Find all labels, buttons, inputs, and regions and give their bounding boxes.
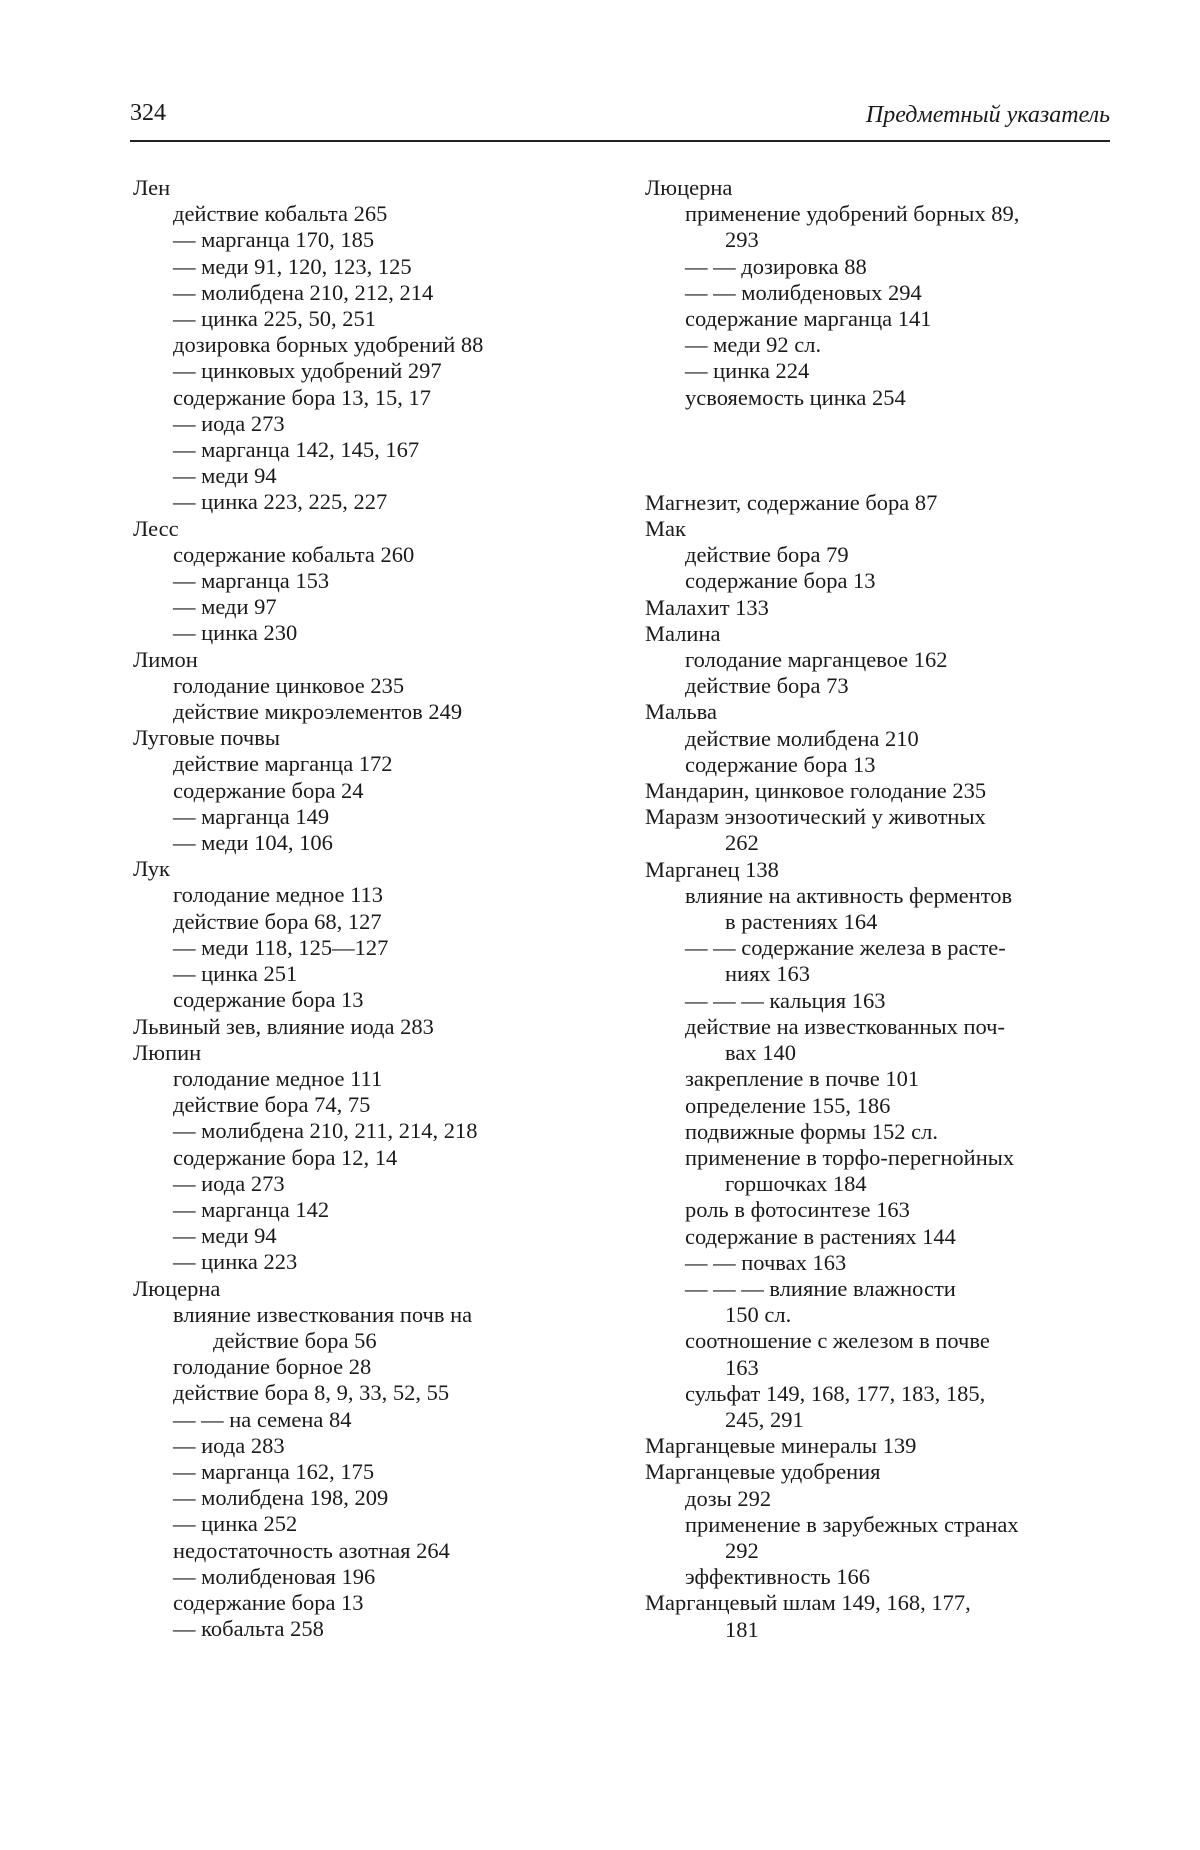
index-heading: Люцерна [133, 1275, 221, 1301]
index-subentry: — цинка 223, 225, 227 [173, 489, 388, 515]
index-subentry: действие бора 79 [685, 542, 849, 568]
index-subentry: 292 [725, 1537, 759, 1563]
index-subentry: содержание бора 13 [685, 751, 876, 777]
index-subentry: — цинковых удобрений 297 [173, 358, 442, 384]
index-subentry: подвижные формы 152 сл. [685, 1118, 939, 1144]
index-subentry: содержание кобальта 260 [173, 541, 415, 567]
index-subentry: — — почвах 163 [685, 1249, 847, 1275]
index-subentry: дозы 292 [685, 1485, 772, 1511]
index-subentry: — меди 92 сл. [685, 332, 822, 358]
index-subentry: 181 [725, 1616, 759, 1642]
index-subentry: 245, 291 [725, 1406, 804, 1432]
index-subentry: — иода 273 [173, 410, 285, 436]
index-heading: Марганцевый шлам 149, 168, 177, [645, 1590, 971, 1616]
index-subentry: — иода 273 [173, 1170, 285, 1196]
index-subentry: — марганца 149 [173, 803, 330, 829]
index-heading: Марганцевые минералы 139 [645, 1433, 917, 1459]
index-block-lyucerna-cont [645, 175, 1120, 411]
index-subentry: влияние на активность ферментов [685, 882, 1013, 908]
index-subentry: действие бора 73 [685, 673, 849, 699]
index-heading: Луговые почвы [133, 725, 280, 751]
index-subentry: голодание медное 111 [173, 1065, 383, 1091]
index-heading: Львиный зев, влияние иода 283 [133, 1013, 434, 1039]
index-heading: Мандарин, цинковое голодание 235 [645, 778, 987, 804]
index-heading: Лен [133, 175, 171, 200]
index-subentry: действие на известкованных поч- [685, 1013, 1005, 1039]
index-subentry: — марганца 162, 175 [173, 1458, 375, 1484]
page-header [130, 100, 1110, 140]
index-subentry: — меди 94 [173, 463, 277, 489]
index-subentry: — меди 104, 106 [173, 830, 333, 856]
index-block-m [645, 490, 1120, 1643]
index-heading: Малина [645, 620, 721, 646]
index-subentry: — меди 91, 120, 123, 125 [173, 253, 412, 279]
index-heading: Лимон [133, 646, 198, 672]
index-subentry: ниях 163 [725, 961, 811, 987]
index-subentry: действие микроэлементов 249 [173, 699, 463, 725]
index-subentry: — марганца 153 [173, 568, 330, 594]
index-heading: Лук [133, 856, 170, 882]
index-subentry: — цинка 224 [685, 358, 810, 384]
index-subentry: содержание марганца 141 [685, 306, 932, 332]
index-subentry: применение в торфо-перегнойных [685, 1144, 1015, 1170]
page-number: 324 [130, 100, 166, 126]
index-subentry: — — содержание железа в расте- [685, 935, 1006, 961]
index-subentry: действие бора 74, 75 [173, 1092, 371, 1118]
index-subentry: действие бора 68, 127 [173, 908, 382, 934]
index-subentry: 163 [725, 1354, 759, 1380]
index-subentry: — — дозировка 88 [685, 253, 867, 279]
index-subentry: — марганца 142 [173, 1196, 330, 1222]
index-subentry: содержание в растениях 144 [685, 1223, 956, 1249]
index-subentry: роль в фотосинтезе 163 [685, 1197, 910, 1223]
index-subentry: в растениях 164 [725, 909, 878, 935]
index-subentry: — молибдена 210, 212, 214 [173, 279, 434, 305]
index-subentry: голодание марганцевое 162 [685, 647, 948, 673]
index-subentry: содержание бора 13, 15, 17 [173, 384, 432, 410]
index-subentry: — цинка 252 [173, 1511, 298, 1537]
index-subentry: содержание бора 24 [173, 777, 364, 803]
index-column-right [645, 175, 1120, 1643]
index-subentry: усвояемость цинка 254 [685, 384, 906, 410]
index-heading: Магнезит, содержание бора 87 [645, 489, 938, 515]
index-subentry: — — — влияние влажности [685, 1275, 956, 1301]
index-subentry: — меди 97 [173, 594, 277, 620]
index-subentry: — меди 118, 125—127 [173, 934, 389, 960]
index-subentry: 262 [725, 830, 759, 856]
index-subentry: содержание бора 13 [173, 1589, 364, 1615]
index-subentry: — цинка 230 [173, 620, 298, 646]
index-heading: Маразм энзоотический у животных [645, 804, 986, 830]
index-subentry: — цинка 225, 50, 251 [173, 306, 376, 332]
index-subentry: действие молибдена 210 [685, 725, 919, 751]
index-subentry: голодание цинковое 235 [173, 672, 405, 698]
index-subentry: закрепление в почве 101 [685, 1066, 920, 1092]
index-subentry: голодание медное 113 [173, 882, 384, 908]
index-heading: Люпин [133, 1039, 202, 1065]
index-heading: Люцерна [645, 175, 733, 200]
index-subentry: горшочках 184 [725, 1171, 867, 1197]
index-subentry: определение 155, 186 [685, 1092, 891, 1118]
index-subentry: содержание бора 12, 14 [173, 1144, 398, 1170]
index-subentry: голодание борное 28 [173, 1354, 372, 1380]
index-column-left [133, 175, 613, 1642]
index-subentry: действие бора 56 [213, 1327, 377, 1353]
column-gap [645, 411, 1120, 490]
index-subentry: — марганца 142, 145, 167 [173, 437, 420, 463]
index-heading: Мальва [645, 699, 717, 725]
index-heading: Лесс [133, 515, 179, 541]
index-subentry: — молибдена 198, 209 [173, 1485, 389, 1511]
index-subentry: влияние известкования почв на [173, 1301, 473, 1327]
index-subentry: действие бора 8, 9, 33, 52, 55 [173, 1380, 450, 1406]
index-subentry: сульфат 149, 168, 177, 183, 185, [685, 1380, 986, 1406]
index-heading: Малахит 133 [645, 594, 769, 620]
index-subentry: вах 140 [725, 1040, 796, 1066]
index-heading: Мак [645, 516, 686, 542]
index-subentry: — — молибденовых 294 [685, 279, 922, 305]
index-subentry: недостаточность азотная 264 [173, 1537, 450, 1563]
running-title: Предметный указатель [865, 102, 1110, 128]
index-subentry: — цинка 223 [173, 1249, 298, 1275]
index-subentry: действие марганца 172 [173, 751, 393, 777]
index-subentry: применение в зарубежных странах [685, 1511, 1019, 1537]
index-subentry: — молибдена 210, 211, 214, 218 [173, 1118, 478, 1144]
index-subentry: дозировка борных удобрений 88 [173, 332, 484, 358]
index-subentry: — меди 94 [173, 1223, 277, 1249]
index-subentry: — — — кальция 163 [685, 987, 886, 1013]
index-subentry: — молибденовая 196 [173, 1563, 376, 1589]
index-subentry: 150 сл. [725, 1302, 792, 1328]
index-subentry: — иода 283 [173, 1432, 285, 1458]
index-subentry: действие кобальта 265 [173, 201, 388, 227]
index-subentry: 293 [725, 227, 759, 253]
index-heading: Марганец 138 [645, 856, 779, 882]
index-subentry: — марганца 170, 185 [173, 227, 375, 253]
index-subentry: — кобальта 258 [173, 1616, 324, 1642]
index-subentry: — — на семена 84 [173, 1406, 352, 1432]
index-heading: Марганцевые удобрения [645, 1459, 881, 1485]
header-rule [130, 140, 1110, 142]
index-subentry: — цинка 251 [173, 961, 298, 987]
index-subentry: содержание бора 13 [173, 987, 364, 1013]
index-subentry: эффективность 166 [685, 1564, 870, 1590]
index-subentry: соотношение с железом в почве [685, 1328, 990, 1354]
index-subentry: содержание бора 13 [685, 568, 876, 594]
index-subentry: применение удобрений борных 89, [685, 201, 1020, 227]
